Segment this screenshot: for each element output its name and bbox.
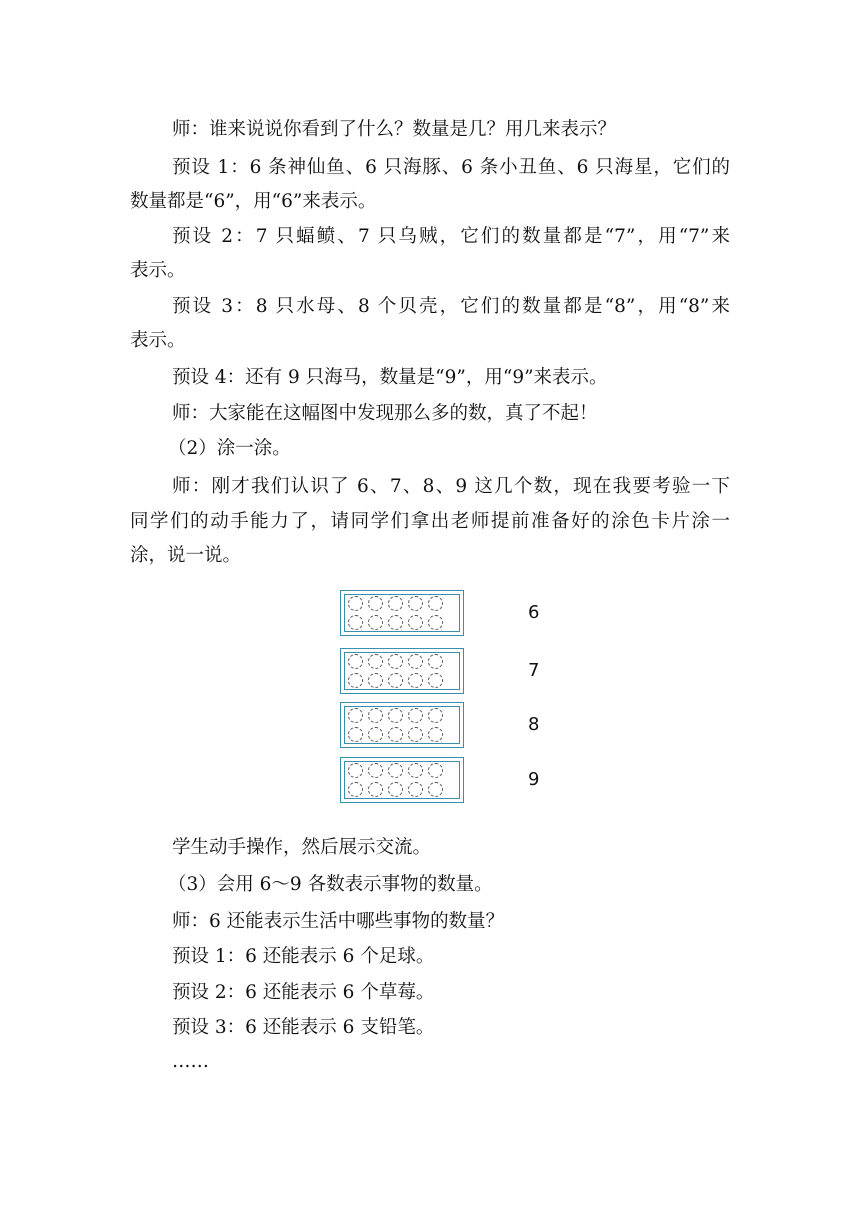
dashed-circle [368, 708, 383, 723]
circle-grid [348, 707, 446, 745]
dashed-circle [368, 727, 383, 742]
dashed-circle [408, 596, 423, 611]
paragraph-teacher-question-6: 师：6 还能表示生活中哪些事物的数量？ [172, 911, 505, 932]
dashed-circle [388, 782, 403, 797]
dashed-circle [348, 727, 363, 742]
coloring-card [340, 702, 464, 748]
paragraph-preset-2-line-2: 表示。 [130, 260, 186, 281]
paragraph-teacher-question: 师：谁来说说你看到了什么？数量是几？用几来表示？ [172, 119, 617, 140]
dashed-circle [388, 708, 403, 723]
dashed-circle [388, 654, 403, 669]
paragraph-student-activity: 学生动手操作，然后展示交流。 [172, 837, 432, 858]
dashed-circle [408, 708, 423, 723]
dashed-circle [428, 615, 443, 630]
card-number-label: 6 [528, 602, 540, 623]
paragraph-preset-1-line-1: 预设 1：6 条神仙鱼、6 只海豚、6 条小丑鱼、6 只海星，它们的 [172, 157, 730, 178]
coloring-card [340, 648, 464, 694]
coloring-card [340, 590, 464, 636]
dashed-circle [368, 654, 383, 669]
dashed-circle [408, 615, 423, 630]
card-number-label: 7 [528, 660, 540, 681]
coloring-card [340, 757, 464, 803]
paragraph-preset-1-line-2: 数量都是“6”，用“6”来表示。 [130, 191, 377, 212]
paragraph-teacher-task-line-2: 同学们的动手能力了，请同学们拿出老师提前准备好的涂色卡片涂一 [130, 511, 730, 532]
paragraph-preset-pencil: 预设 3：6 还能表示 6 支铅笔。 [172, 1017, 435, 1038]
circle-grid [348, 653, 446, 691]
section-heading-color: （2）涂一涂。 [168, 438, 291, 459]
paragraph-teacher-task-line-3: 涂，说一说。 [130, 545, 242, 566]
dashed-circle [408, 727, 423, 742]
dashed-circle [368, 615, 383, 630]
paragraph-preset-3-line-2: 表示。 [130, 330, 186, 351]
paragraph-teacher-task-line-1: 师：刚才我们认识了 6、7、8、9 这几个数，现在我要考验一下 [172, 476, 730, 497]
circle-grid [348, 595, 446, 633]
dashed-circle [388, 727, 403, 742]
dashed-circle [348, 708, 363, 723]
ellipsis-continuation: …… [172, 1051, 209, 1072]
dashed-circle [348, 615, 363, 630]
dashed-circle [368, 763, 383, 778]
dashed-circle [388, 763, 403, 778]
dashed-circle [408, 673, 423, 688]
dashed-circle [348, 596, 363, 611]
paragraph-preset-2-line-1: 预设 2：7 只蝠鲼、7 只乌贼，它们的数量都是“7”，用“7”来 [172, 226, 730, 247]
dashed-circle [368, 673, 383, 688]
dashed-circle [428, 782, 443, 797]
dashed-circle [388, 673, 403, 688]
dashed-circle [348, 673, 363, 688]
dashed-circle [408, 763, 423, 778]
dashed-circle [368, 782, 383, 797]
paragraph-preset-4: 预设 4：还有 9 只海马，数量是“9”，用“9”来表示。 [172, 367, 608, 388]
dashed-circle [428, 673, 443, 688]
paragraph-preset-3-line-1: 预设 3：8 只水母、8 个贝壳，它们的数量都是“8”，用“8”来 [172, 296, 730, 317]
card-number-label: 9 [528, 769, 540, 790]
dashed-circle [348, 782, 363, 797]
dashed-circle [428, 727, 443, 742]
dashed-circle [368, 596, 383, 611]
card-number-label: 8 [528, 714, 540, 735]
section-heading-represent: （3）会用 6～9 各数表示事物的数量。 [168, 874, 493, 895]
dashed-circle [348, 763, 363, 778]
paragraph-preset-strawberry: 预设 2：6 还能表示 6 个草莓。 [172, 982, 435, 1003]
dashed-circle [428, 596, 443, 611]
dashed-circle [388, 615, 403, 630]
paragraph-preset-football: 预设 1：6 还能表示 6 个足球。 [172, 946, 435, 967]
dashed-circle [428, 654, 443, 669]
paragraph-teacher-praise: 师：大家能在这幅图中发现那么多的数，真了不起！ [172, 403, 598, 424]
dashed-circle [388, 596, 403, 611]
dashed-circle [348, 654, 363, 669]
dashed-circle [428, 763, 443, 778]
circle-grid [348, 762, 446, 800]
dashed-circle [408, 654, 423, 669]
dashed-circle [408, 782, 423, 797]
dashed-circle [428, 708, 443, 723]
